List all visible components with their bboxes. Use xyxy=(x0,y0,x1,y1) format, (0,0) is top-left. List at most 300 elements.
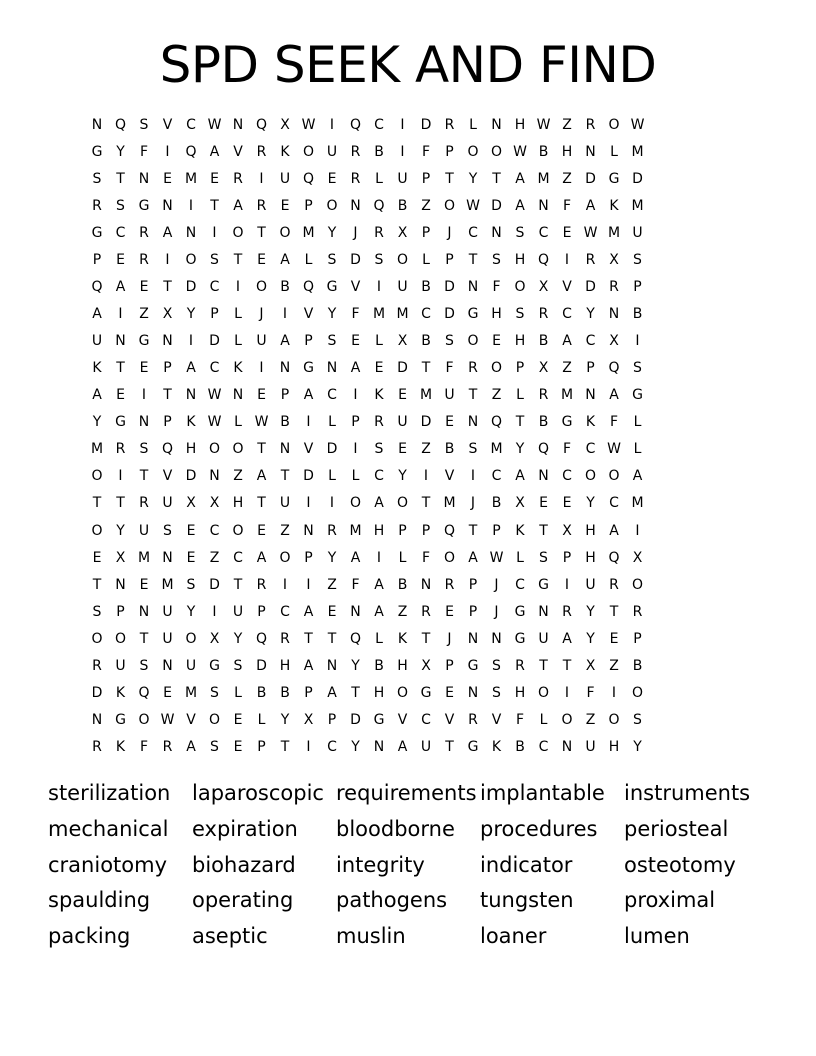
grid-letter: C xyxy=(538,224,549,241)
grid-letter: C xyxy=(562,305,572,322)
grid-letter: P xyxy=(92,251,102,268)
grid-letter: R xyxy=(468,712,478,729)
grid-letter: O xyxy=(490,360,503,377)
grid-letter: E xyxy=(327,170,337,187)
grid-letter: F xyxy=(139,143,149,160)
grid-letter: H xyxy=(373,522,385,539)
grid-letter: S xyxy=(210,251,219,268)
grid-letter: Z xyxy=(421,197,431,214)
grid-letter: J xyxy=(494,603,499,620)
grid-letter: P xyxy=(257,739,266,756)
grid-letter: Y xyxy=(186,305,196,322)
grid-letter: R xyxy=(280,630,290,647)
grid-letter: L xyxy=(234,333,242,350)
grid-letter: F xyxy=(586,684,595,701)
grid-letter: D xyxy=(185,468,197,485)
grid-letter: U xyxy=(397,278,408,295)
grid-letter: B xyxy=(444,441,455,458)
grid-letter: F xyxy=(421,143,431,160)
grid-letter: U xyxy=(162,603,173,620)
grid-letter: H xyxy=(279,657,291,674)
grid-letter: N xyxy=(162,549,173,566)
grid-letter: K xyxy=(280,143,290,160)
grid-letter: A xyxy=(515,170,525,187)
grid-letter: C xyxy=(538,739,549,756)
grid-letter: N xyxy=(491,630,502,647)
grid-letter: L xyxy=(375,170,383,187)
grid-letter: M xyxy=(631,495,644,512)
grid-letter: N xyxy=(467,684,479,701)
grid-letter: A xyxy=(233,197,243,214)
word-list-item: operating xyxy=(192,888,294,913)
grid-letter: H xyxy=(608,739,620,756)
grid-letter: G xyxy=(632,387,643,404)
grid-letter: Y xyxy=(186,603,196,620)
grid-letter: D xyxy=(185,278,197,295)
word-list-item: muslin xyxy=(336,924,406,949)
grid-letter: P xyxy=(421,522,431,539)
grid-letter: R xyxy=(115,441,126,458)
grid-letter: W xyxy=(207,116,222,133)
grid-letter: W xyxy=(630,116,645,133)
grid-letter: V xyxy=(186,712,196,729)
grid-letter: U xyxy=(185,657,197,674)
grid-letter: P xyxy=(515,360,525,377)
grid-letter: E xyxy=(327,603,337,620)
grid-letter: O xyxy=(91,522,103,539)
grid-letter: Q xyxy=(302,170,315,187)
grid-letter: D xyxy=(420,116,432,133)
grid-letter: L xyxy=(539,712,548,729)
grid-letter: T xyxy=(304,630,313,647)
grid-letter: S xyxy=(539,549,548,566)
grid-letter: T xyxy=(233,576,243,593)
word-list-item: integrity xyxy=(336,852,425,877)
grid-letter: J xyxy=(259,305,264,322)
grid-letter: A xyxy=(609,387,619,404)
grid-letter: I xyxy=(282,576,288,593)
grid-letter: R xyxy=(444,576,455,593)
grid-letter: E xyxy=(609,630,619,647)
grid-letter: E xyxy=(257,522,266,539)
grid-letter: O xyxy=(302,143,315,160)
grid-letter: O xyxy=(232,522,244,539)
grid-letter: N xyxy=(538,603,549,620)
grid-letter: N xyxy=(162,657,173,674)
word-list-item: proximal xyxy=(624,888,716,913)
grid-letter: H xyxy=(232,495,244,512)
grid-letter: K xyxy=(92,360,102,377)
grid-letter: O xyxy=(396,684,409,701)
grid-letter: N xyxy=(326,360,338,377)
grid-letter: V xyxy=(444,712,455,729)
word-list-item: packing xyxy=(48,924,131,949)
grid-letter: Q xyxy=(537,251,550,268)
grid-letter: L xyxy=(516,387,524,404)
grid-letter: F xyxy=(351,305,360,322)
grid-letter: A xyxy=(303,387,314,404)
grid-letter: R xyxy=(585,116,596,133)
grid-letter: M xyxy=(537,170,550,187)
grid-letter: Q xyxy=(349,116,362,133)
grid-letter: K xyxy=(115,684,126,701)
grid-letter: Z xyxy=(585,712,596,729)
grid-letter: L xyxy=(375,333,383,350)
grid-letter: M xyxy=(137,549,151,566)
grid-letter: G xyxy=(91,143,103,160)
grid-letter: L xyxy=(257,712,266,729)
grid-letter: O xyxy=(608,712,620,729)
grid-letter: T xyxy=(351,684,360,701)
grid-letter: S xyxy=(445,333,454,350)
grid-letter: O xyxy=(631,576,644,593)
word-list-item: spaulding xyxy=(48,888,151,913)
grid-letter: C xyxy=(209,522,220,539)
grid-letter: O xyxy=(279,224,291,241)
grid-letter: S xyxy=(374,441,384,458)
grid-letter: L xyxy=(469,116,477,133)
grid-letter: K xyxy=(515,522,525,539)
grid-letter: C xyxy=(585,441,596,458)
grid-letter: A xyxy=(562,333,572,350)
grid-letter: S xyxy=(492,657,501,674)
grid-letter: N xyxy=(350,197,361,214)
grid-letter: J xyxy=(447,224,452,241)
grid-letter: N xyxy=(420,576,432,593)
word-list-item: implantable xyxy=(480,781,605,805)
grid-letter: M xyxy=(560,387,574,404)
grid-letter: G xyxy=(420,684,432,701)
grid-letter: K xyxy=(609,197,619,214)
grid-letter: Q xyxy=(161,441,174,458)
grid-letter: T xyxy=(515,414,525,431)
grid-letter: D xyxy=(91,684,103,701)
grid-letter: L xyxy=(633,414,642,431)
grid-letter: T xyxy=(468,522,478,539)
grid-letter: F xyxy=(351,576,360,593)
grid-letter: Y xyxy=(398,468,407,485)
grid-letter: I xyxy=(118,468,123,485)
grid-letter: U xyxy=(162,495,173,512)
grid-letter: B xyxy=(632,305,643,322)
grid-letter: U xyxy=(632,224,643,241)
grid-letter: H xyxy=(491,305,502,322)
grid-letter: H xyxy=(397,657,408,674)
grid-letter: T xyxy=(233,251,243,268)
grid-letter: X xyxy=(209,495,220,512)
grid-letter: T xyxy=(139,468,149,485)
grid-letter: Y xyxy=(280,712,290,729)
grid-letter: G xyxy=(326,278,338,295)
grid-letter: T xyxy=(445,170,454,187)
grid-letter: D xyxy=(209,576,220,593)
grid-letter: C xyxy=(491,468,502,485)
grid-letter: N xyxy=(561,739,573,756)
grid-letter: A xyxy=(397,739,408,756)
grid-letter: O xyxy=(138,712,150,729)
grid-letter: K xyxy=(397,630,408,647)
grid-letter: O xyxy=(467,333,479,350)
grid-letter: Z xyxy=(609,657,619,674)
grid-letter: R xyxy=(444,116,455,133)
grid-letter: U xyxy=(397,170,408,187)
grid-letter: A xyxy=(303,603,314,620)
grid-letter: T xyxy=(421,360,431,377)
grid-letter: P xyxy=(304,549,313,566)
grid-letter: N xyxy=(185,224,197,241)
grid-letter: C xyxy=(327,739,337,756)
grid-letter: S xyxy=(186,576,196,593)
word-list-item: craniotomy xyxy=(48,852,168,877)
grid-letter: A xyxy=(186,360,196,377)
grid-letter: G xyxy=(467,305,479,322)
grid-letter: E xyxy=(233,739,243,756)
grid-letter: Q xyxy=(91,278,103,295)
grid-letter: Q xyxy=(302,278,315,295)
grid-letter: A xyxy=(562,630,572,647)
grid-letter: P xyxy=(351,414,360,431)
grid-letter: H xyxy=(373,684,385,701)
grid-letter: T xyxy=(280,468,290,485)
grid-letter: D xyxy=(491,197,502,214)
grid-letter: U xyxy=(279,495,291,512)
grid-letter: E xyxy=(445,414,454,431)
grid-letter: I xyxy=(306,576,311,593)
grid-letter: Q xyxy=(490,414,503,431)
grid-letter: Y xyxy=(116,143,125,160)
grid-letter: G xyxy=(467,739,479,756)
grid-letter: E xyxy=(562,495,572,512)
grid-letter: C xyxy=(374,468,384,485)
grid-letter: W xyxy=(254,414,269,431)
grid-letter: N xyxy=(491,116,502,133)
word-list-item: lumen xyxy=(624,924,690,949)
grid-letter: N xyxy=(538,468,549,485)
grid-letter: N xyxy=(467,630,479,647)
grid-letter: L xyxy=(516,549,524,566)
grid-letter: I xyxy=(400,116,405,133)
grid-letter: V xyxy=(303,441,314,458)
grid-letter: D xyxy=(632,170,643,187)
grid-letter: B xyxy=(421,333,431,350)
grid-letter: N xyxy=(279,360,291,377)
grid-letter: V xyxy=(350,278,361,295)
grid-letter: P xyxy=(445,657,454,674)
word-list-item: loaner xyxy=(480,924,547,949)
grid-letter: B xyxy=(491,495,502,512)
grid-letter: V xyxy=(162,116,173,133)
grid-letter: O xyxy=(232,441,244,458)
grid-letter: R xyxy=(374,414,384,431)
word-list xyxy=(48,778,788,957)
grid-letter: O xyxy=(208,441,221,458)
grid-letter: P xyxy=(304,333,313,350)
grid-letter: E xyxy=(539,495,548,512)
grid-letter: C xyxy=(585,333,596,350)
grid-letter: E xyxy=(92,549,102,566)
grid-letter: A xyxy=(92,387,102,404)
grid-letter: E xyxy=(116,387,125,404)
grid-letter: Z xyxy=(562,170,572,187)
grid-letter: A xyxy=(256,549,267,566)
grid-letter: C xyxy=(562,468,572,485)
grid-letter: S xyxy=(210,684,219,701)
grid-letter: N xyxy=(138,414,150,431)
grid-letter: M xyxy=(607,224,621,241)
word-list-item: aseptic xyxy=(192,924,268,949)
grid-letter: N xyxy=(350,603,361,620)
grid-letter: B xyxy=(280,684,290,701)
grid-letter: Y xyxy=(586,305,595,322)
grid-letter: E xyxy=(257,251,266,268)
grid-letter: B xyxy=(397,197,408,214)
grid-letter: Y xyxy=(351,657,360,674)
grid-letter: T xyxy=(562,657,572,674)
grid-letter: B xyxy=(538,414,549,431)
grid-letter: N xyxy=(209,468,220,485)
grid-letter: E xyxy=(398,441,407,458)
grid-letter: I xyxy=(635,522,640,539)
grid-letter: Z xyxy=(209,549,220,566)
grid-letter: S xyxy=(633,251,642,268)
grid-letter: R xyxy=(256,197,267,214)
grid-letter: T xyxy=(421,630,431,647)
grid-letter: R xyxy=(632,603,643,620)
grid-letter: Z xyxy=(562,116,572,133)
grid-letter: A xyxy=(327,684,337,701)
grid-letter: T xyxy=(468,387,478,404)
grid-letter: R xyxy=(609,576,619,593)
grid-letter: I xyxy=(306,495,311,512)
grid-letter: N xyxy=(162,333,173,350)
grid-letter: X xyxy=(562,522,572,539)
grid-letter: P xyxy=(492,522,501,539)
grid-letter: Q xyxy=(255,630,268,647)
grid-letter: N xyxy=(138,603,150,620)
grid-letter: M xyxy=(184,170,198,187)
grid-letter: S xyxy=(633,712,642,729)
grid-letter: R xyxy=(139,251,149,268)
grid-letter: A xyxy=(350,360,361,377)
grid-letter: S xyxy=(139,116,149,133)
word-list-item: pathogens xyxy=(336,888,448,913)
grid-letter: O xyxy=(326,197,338,214)
grid-letter: H xyxy=(561,143,573,160)
grid-letter: X xyxy=(421,657,431,674)
grid-letter: U xyxy=(256,333,267,350)
grid-letter: N xyxy=(467,414,479,431)
grid-letter: T xyxy=(163,387,172,404)
grid-letter: O xyxy=(185,251,197,268)
grid-letter: R xyxy=(139,495,149,512)
grid-letter: O xyxy=(255,278,268,295)
grid-letter: D xyxy=(397,360,408,377)
grid-letter: I xyxy=(400,143,405,160)
grid-letter: R xyxy=(256,143,267,160)
grid-letter: I xyxy=(212,603,217,620)
word-list-item: sterilization xyxy=(48,781,171,805)
grid-letter: L xyxy=(328,414,336,431)
grid-letter: L xyxy=(328,468,336,485)
grid-letter: A xyxy=(374,576,384,593)
grid-letter: W xyxy=(536,116,551,133)
grid-letter: N xyxy=(162,197,173,214)
grid-letter: T xyxy=(257,224,266,241)
grid-letter: T xyxy=(539,657,548,674)
grid-letter: O xyxy=(514,278,526,295)
grid-letter: R xyxy=(350,143,361,160)
grid-letter: N xyxy=(538,197,549,214)
grid-letter: Y xyxy=(586,603,595,620)
grid-letter: C xyxy=(327,387,337,404)
grid-letter: S xyxy=(468,441,478,458)
word-list-item: mechanical xyxy=(48,816,169,841)
grid-letter: R xyxy=(92,657,102,674)
grid-letter: F xyxy=(515,712,525,729)
grid-letter: M xyxy=(396,305,409,322)
grid-letter: T xyxy=(539,522,548,539)
grid-letter: Q xyxy=(608,360,620,377)
grid-letter: E xyxy=(186,522,196,539)
grid-letter: M xyxy=(90,441,104,458)
grid-letter: D xyxy=(326,441,338,458)
grid-letter: A xyxy=(162,224,173,241)
grid-letter: O xyxy=(537,684,550,701)
word-list-item: biohazard xyxy=(192,852,296,877)
grid-letter: A xyxy=(374,495,384,512)
grid-letter: O xyxy=(443,197,456,214)
grid-letter: A xyxy=(515,197,525,214)
grid-letter: Z xyxy=(280,522,290,539)
grid-letter: P xyxy=(633,630,642,647)
grid-letter: S xyxy=(210,739,219,756)
grid-letter: V xyxy=(397,712,408,729)
grid-letter: X xyxy=(186,495,196,512)
grid-letter: G xyxy=(115,712,126,729)
grid-letter: T xyxy=(116,360,125,377)
grid-letter: I xyxy=(564,251,570,268)
grid-letter: M xyxy=(443,495,456,512)
grid-letter: M xyxy=(302,224,315,241)
grid-letter: V xyxy=(233,143,243,160)
grid-letter: S xyxy=(374,251,384,268)
grid-letter: E xyxy=(186,549,196,566)
grid-letter: B xyxy=(421,278,431,295)
grid-letter: G xyxy=(514,603,526,620)
grid-letter: E xyxy=(398,387,407,404)
grid-letter: B xyxy=(280,414,290,431)
grid-letter: C xyxy=(233,549,243,566)
grid-letter: P xyxy=(304,684,313,701)
grid-letter: A xyxy=(468,549,478,566)
grid-letter: S xyxy=(139,657,149,674)
grid-letter: Y xyxy=(468,170,478,187)
grid-letter: R xyxy=(92,739,102,756)
grid-letter: T xyxy=(280,739,290,756)
grid-letter: P xyxy=(210,305,219,322)
grid-letter: A xyxy=(515,468,525,485)
grid-letter: Y xyxy=(351,739,360,756)
grid-letter: I xyxy=(235,278,241,295)
grid-letter: I xyxy=(635,333,640,350)
grid-letter: T xyxy=(116,495,125,512)
grid-letter: N xyxy=(185,387,197,404)
grid-letter: P xyxy=(445,251,454,268)
grid-letter: I xyxy=(376,278,382,295)
grid-letter: U xyxy=(538,630,549,647)
grid-letter: R xyxy=(562,603,572,620)
grid-letter: A xyxy=(186,739,196,756)
